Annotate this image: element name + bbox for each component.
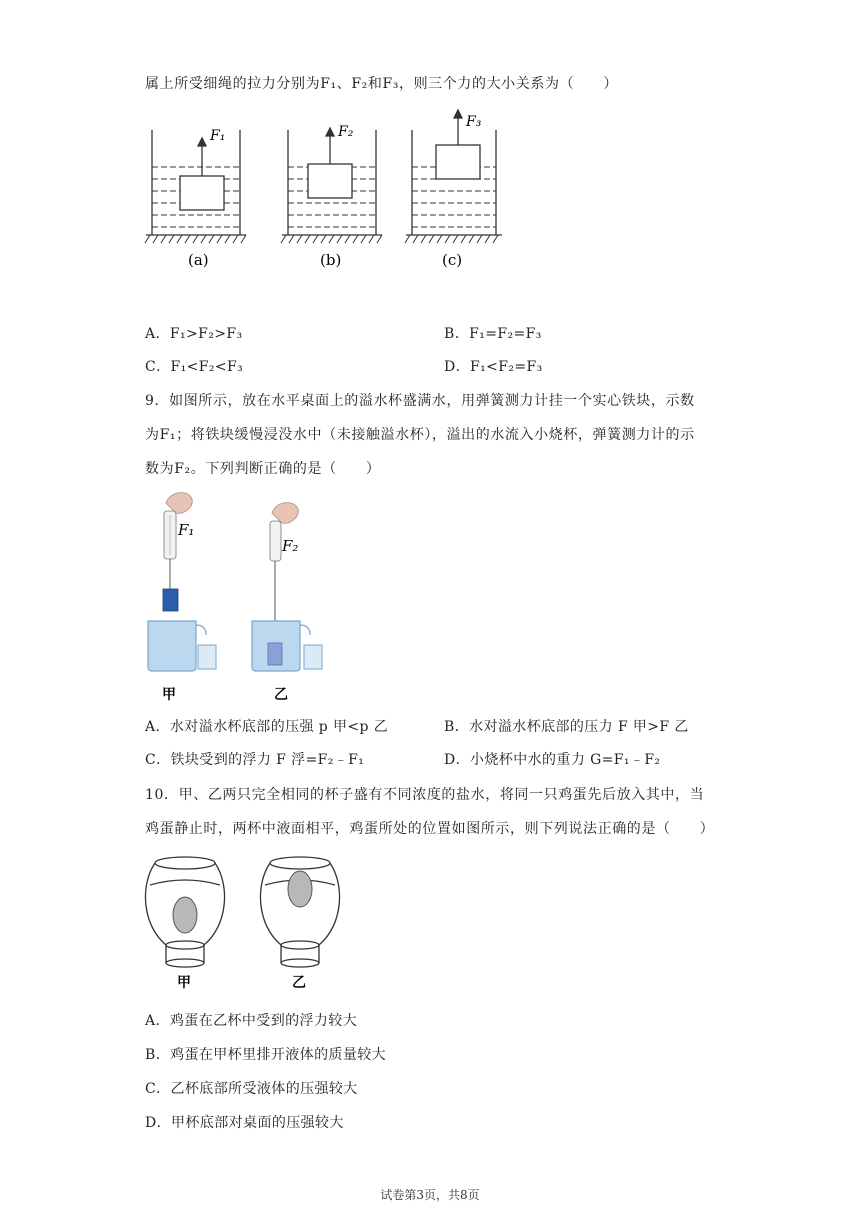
q8-caption-c: (c)	[442, 251, 463, 269]
q8-label-f2: F₂	[338, 124, 354, 140]
q10-option-d: D．甲杯底部对桌面的压强较大	[145, 1115, 344, 1131]
q8-stem-tail: 属上所受细绳的拉力分别为F₁、F₂和F₃，则三个力的大小关系为（ ）	[145, 76, 618, 92]
q8-caption-b: (b)	[320, 251, 342, 269]
q8-label-f3: F₃	[466, 114, 482, 130]
q8-figure	[140, 100, 530, 275]
q8-option-c: C．F₁<F₂<F₃	[145, 359, 244, 375]
q9-figure	[140, 485, 340, 705]
q9-label-f2: F₂	[282, 537, 299, 555]
q9-stem-line2: 为F₁；将铁块缓慢浸没水中（未接触溢水杯），溢出的水流入小烧杯，弹簧测力计的示	[145, 427, 695, 443]
q8-option-d: D．F₁<F₂=F₃	[444, 359, 543, 375]
q9-option-c: C．铁块受到的浮力 F 浮=F₂﹣F₁	[145, 752, 365, 768]
q9-stem-line3: 数为F₂。下列判断正确的是（ ）	[145, 461, 381, 477]
q10-stem-line2: 鸡蛋静止时，两杯中液面相平，鸡蛋所处的位置如图所示，则下列说法正确的是（ ）	[145, 821, 715, 837]
q10-figure	[140, 845, 360, 995]
q8-label-f1: F₁	[210, 128, 226, 144]
q10-stem-line1: 10．甲、乙两只完全相同的杯子盛有不同浓度的盐水，将同一只鸡蛋先后放入其中，当	[145, 787, 705, 803]
q9-label-f1: F₁	[178, 521, 195, 539]
q9-caption-yi: 乙	[274, 687, 288, 703]
q8-caption-a: (a)	[188, 251, 209, 269]
page-footer: 试卷第3页，共8页	[380, 1188, 480, 1202]
q8-option-a: A．F₁>F₂>F₃	[145, 326, 243, 342]
q9-stem-line1: 9．如图所示，放在水平桌面上的溢水杯盛满水，用弹簧测力计挂一个实心铁块，示数	[145, 393, 695, 409]
q10-caption-yi: 乙	[292, 975, 306, 991]
q9-caption-jia: 甲	[162, 687, 176, 703]
q8-option-b: B．F₁=F₂=F₃	[444, 326, 542, 342]
q10-option-a: A．鸡蛋在乙杯中受到的浮力较大	[145, 1013, 358, 1029]
q10-option-b: B．鸡蛋在甲杯里排开液体的质量较大	[145, 1047, 387, 1063]
q10-caption-jia: 甲	[177, 975, 191, 991]
q9-option-b: B．水对溢水杯底部的压力 F 甲>F 乙	[444, 719, 689, 735]
q9-option-d: D．小烧杯中水的重力 G=F₁﹣F₂	[444, 752, 661, 768]
q10-option-c: C．乙杯底部所受液体的压强较大	[145, 1081, 358, 1097]
q9-option-a: A．水对溢水杯底部的压强 p 甲<p 乙	[145, 719, 389, 735]
